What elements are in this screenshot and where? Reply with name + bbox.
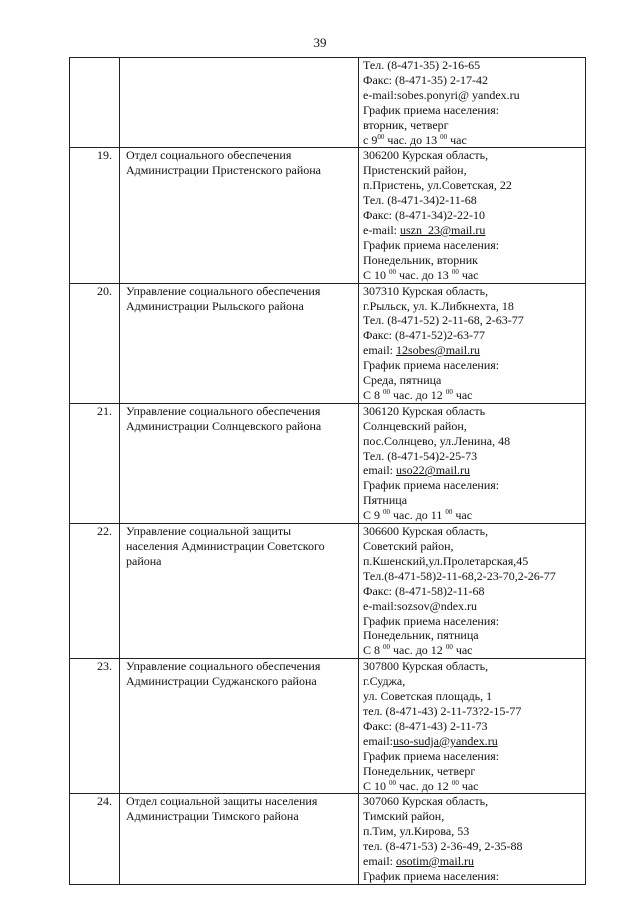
contact-cell <box>359 659 586 794</box>
minutes-superscript: 00 <box>389 778 397 787</box>
contact-line: 307310 Курская область, <box>363 283 489 298</box>
contact-line: График приема населения: <box>363 478 500 493</box>
row-number-text: 22. <box>97 524 112 539</box>
contact-line: Факс: (8-471-52)2-63-77 <box>363 328 485 343</box>
row-number-text: 23. <box>97 659 112 674</box>
row-number <box>70 794 120 884</box>
schedule-text: час. до 12 <box>396 778 452 793</box>
minutes-superscript: 00 <box>445 643 453 652</box>
page-number: 39 <box>313 35 327 50</box>
schedule-hours <box>363 133 585 148</box>
contact-line: 306120 Курская область <box>363 403 486 418</box>
email-line <box>363 854 585 869</box>
schedule-hours <box>363 779 585 794</box>
contact-line: e-mail:sobes.ponyri@ yandex.ru <box>363 87 520 102</box>
schedule-text: час. до 13 <box>384 132 441 147</box>
schedule-text: час <box>452 508 473 523</box>
organization-cell <box>120 58 359 148</box>
email-line <box>363 734 585 749</box>
contact-line: График приема населения: <box>363 868 500 883</box>
minutes-superscript: 00 <box>445 508 453 517</box>
schedule-text: час <box>458 778 479 793</box>
email-label: email: <box>363 854 396 869</box>
email-line <box>363 343 585 358</box>
contact-cell <box>359 148 586 283</box>
contact-line: Факс: (8-471-35) 2-17-42 <box>363 72 488 87</box>
organization-line: Отдел социального обеспечения <box>126 148 292 163</box>
contact-line: График приема населения: <box>363 613 500 628</box>
organization-cell <box>120 283 359 403</box>
organization-line: населения Администрации Советского <box>126 539 325 553</box>
organization-line: Управление социального обеспечения <box>126 403 321 418</box>
contact-line: Тел.(8-471-58)2-11-68,2-23-70,2-26-77 <box>363 568 556 583</box>
minutes-superscript: 00 <box>440 132 448 141</box>
row-number-text: 20. <box>97 283 112 298</box>
contact-line: Тел. (8-471-35) 2-16-65 <box>363 58 481 72</box>
email-line <box>363 463 585 478</box>
table-row <box>70 403 586 523</box>
contact-line: 307800 Курская область, <box>363 659 489 674</box>
minutes-superscript: 00 <box>451 778 459 787</box>
contact-line: 306600 Курская область, <box>363 524 489 539</box>
organization-line: Администрации Рыльского района <box>126 298 304 313</box>
contact-line: Понедельник, четверг <box>363 763 476 778</box>
email-label: email: <box>363 733 393 748</box>
contact-line: График приема населения: <box>363 102 500 117</box>
contact-line: Среда, пятница <box>363 373 442 388</box>
organization-cell <box>120 659 359 794</box>
organization-line: Управление социального обеспечения <box>126 659 321 674</box>
schedule-hours <box>363 268 585 283</box>
organization-line: Управление социального обеспечения <box>126 283 321 298</box>
table-row <box>70 794 586 884</box>
minutes-superscript: 00 <box>383 508 391 517</box>
schedule-text: с 9 <box>363 132 378 147</box>
contact-line: Тел. (8-471-54)2-25-73 <box>363 448 478 463</box>
minutes-superscript: 00 <box>445 387 453 396</box>
row-number <box>70 659 120 794</box>
table-row <box>70 659 586 794</box>
organization-cell <box>120 148 359 283</box>
row-number <box>70 403 120 523</box>
organization-line: района <box>126 553 162 568</box>
contact-cell <box>359 283 586 403</box>
schedule-text: С 8 <box>363 387 384 402</box>
schedule-text: час. до 12 <box>390 643 446 658</box>
email-link[interactable]: 12sobes@mail.ru <box>396 343 481 358</box>
contact-line: График приема населения: <box>363 237 500 252</box>
contact-line: тел. (8-471-43) 2-11-73?2-15-77 <box>363 703 522 718</box>
contact-line: Факс: (8-471-43) 2-11-73 <box>363 718 488 733</box>
contact-line: Советский район, <box>363 539 454 553</box>
table-row <box>70 283 586 403</box>
schedule-text: час <box>458 267 479 282</box>
row-number-text: 24. <box>97 794 112 809</box>
organization-line: Администрации Солнцевского района <box>126 418 322 433</box>
contact-line: пос.Солнцево, ул.Ленина, 48 <box>363 433 511 448</box>
schedule-text: С 9 <box>363 508 384 523</box>
row-number <box>70 58 120 148</box>
organization-cell <box>120 524 359 659</box>
contact-cell <box>359 58 586 148</box>
contact-line: п.Тим, ул.Кирова, 53 <box>363 824 470 839</box>
organization-cell <box>120 794 359 884</box>
contact-line: г.Суджа, <box>363 674 406 689</box>
schedule-hours <box>363 643 585 658</box>
contact-line: п.Пристень, ул.Советская, 22 <box>363 178 512 193</box>
contact-line: 306200 Курская область, <box>363 148 489 163</box>
organization-line: Администрации Пристенского района <box>126 163 322 178</box>
table-row <box>70 524 586 659</box>
row-number <box>70 148 120 283</box>
schedule-text: час <box>452 387 473 402</box>
row-number <box>70 283 120 403</box>
schedule-text: С 10 <box>363 267 390 282</box>
email-label: email: <box>363 463 396 478</box>
contact-line: e-mail:sozsov@ndex.ru <box>363 598 478 613</box>
contact-line: Пятница <box>363 493 408 508</box>
schedule-hours <box>363 508 585 523</box>
email-label: e-mail: <box>363 222 400 237</box>
contact-line: 307060 Курская область, <box>363 794 489 809</box>
contact-line: График приема населения: <box>363 748 500 763</box>
table-row <box>70 148 586 283</box>
contact-cell <box>359 403 586 523</box>
contact-cell <box>359 524 586 659</box>
organization-line: Управление социальной защиты <box>126 524 292 539</box>
minutes-superscript: 00 <box>383 643 391 652</box>
organization-line: Отдел социальной защиты населения <box>126 794 318 809</box>
contact-line: График приема населения: <box>363 358 500 373</box>
contact-line: Тимский район, <box>363 809 445 824</box>
schedule-text: час. до 12 <box>390 387 446 402</box>
contact-line: ул. Советская площадь, 1 <box>363 689 493 704</box>
minutes-superscript: 00 <box>389 267 397 276</box>
email-label: email: <box>363 343 396 358</box>
table-row <box>70 58 586 148</box>
table-body <box>70 58 586 885</box>
email-link[interactable]: uso22@mail.ru <box>396 463 471 478</box>
organization-cell <box>120 403 359 523</box>
contact-line: Тел. (8-471-34)2-11-68 <box>363 193 477 208</box>
schedule-text: час <box>447 132 467 147</box>
row-number <box>70 524 120 659</box>
contact-line: тел. (8-471-53) 2-36-49, 2-35-88 <box>363 839 523 854</box>
contact-line: г.Рыльск, ул. К.Либкнехта, 18 <box>363 298 514 313</box>
schedule-text: час. до 13 <box>396 267 452 282</box>
minutes-superscript: 00 <box>383 387 391 396</box>
contact-line: п.Кшенский,ул.Пролетарская,45 <box>363 553 529 568</box>
email-link[interactable]: uso-sudja@yandex.ru <box>393 733 498 748</box>
email-link[interactable]: osotim@mail.ru <box>396 854 475 869</box>
schedule-text: час. до 11 <box>390 508 446 523</box>
email-line <box>363 223 585 238</box>
contact-line: Пристенский район, <box>363 163 467 178</box>
schedule-hours <box>363 388 585 403</box>
schedule-text: С 10 <box>363 778 390 793</box>
contact-line: Понедельник, вторник <box>363 252 478 267</box>
row-number-text: 19. <box>97 148 112 163</box>
organization-line: Администрации Суджанского района <box>126 674 317 689</box>
contact-cell <box>359 794 586 884</box>
row-number-text: 21. <box>97 403 112 418</box>
minutes-superscript: 00 <box>451 267 459 276</box>
contact-line: Факс: (8-471-58)2-11-68 <box>363 583 485 598</box>
minutes-superscript: 00 <box>377 132 385 141</box>
contact-line: Солнцевский район, <box>363 418 467 433</box>
schedule-text: С 8 <box>363 643 384 658</box>
contact-line: Понедельник, пятница <box>363 628 479 643</box>
contact-line: Тел. (8-471-52) 2-11-68, 2-63-77 <box>363 313 524 328</box>
organization-line: Администрации Тимского района <box>126 809 299 824</box>
contact-line: Факс: (8-471-34)2-22-10 <box>363 208 485 223</box>
email-link[interactable]: uszn_23@mail.ru <box>399 222 486 237</box>
schedule-text: час <box>452 643 473 658</box>
contact-line: вторник, четверг <box>363 117 449 132</box>
departments-table <box>69 57 586 885</box>
